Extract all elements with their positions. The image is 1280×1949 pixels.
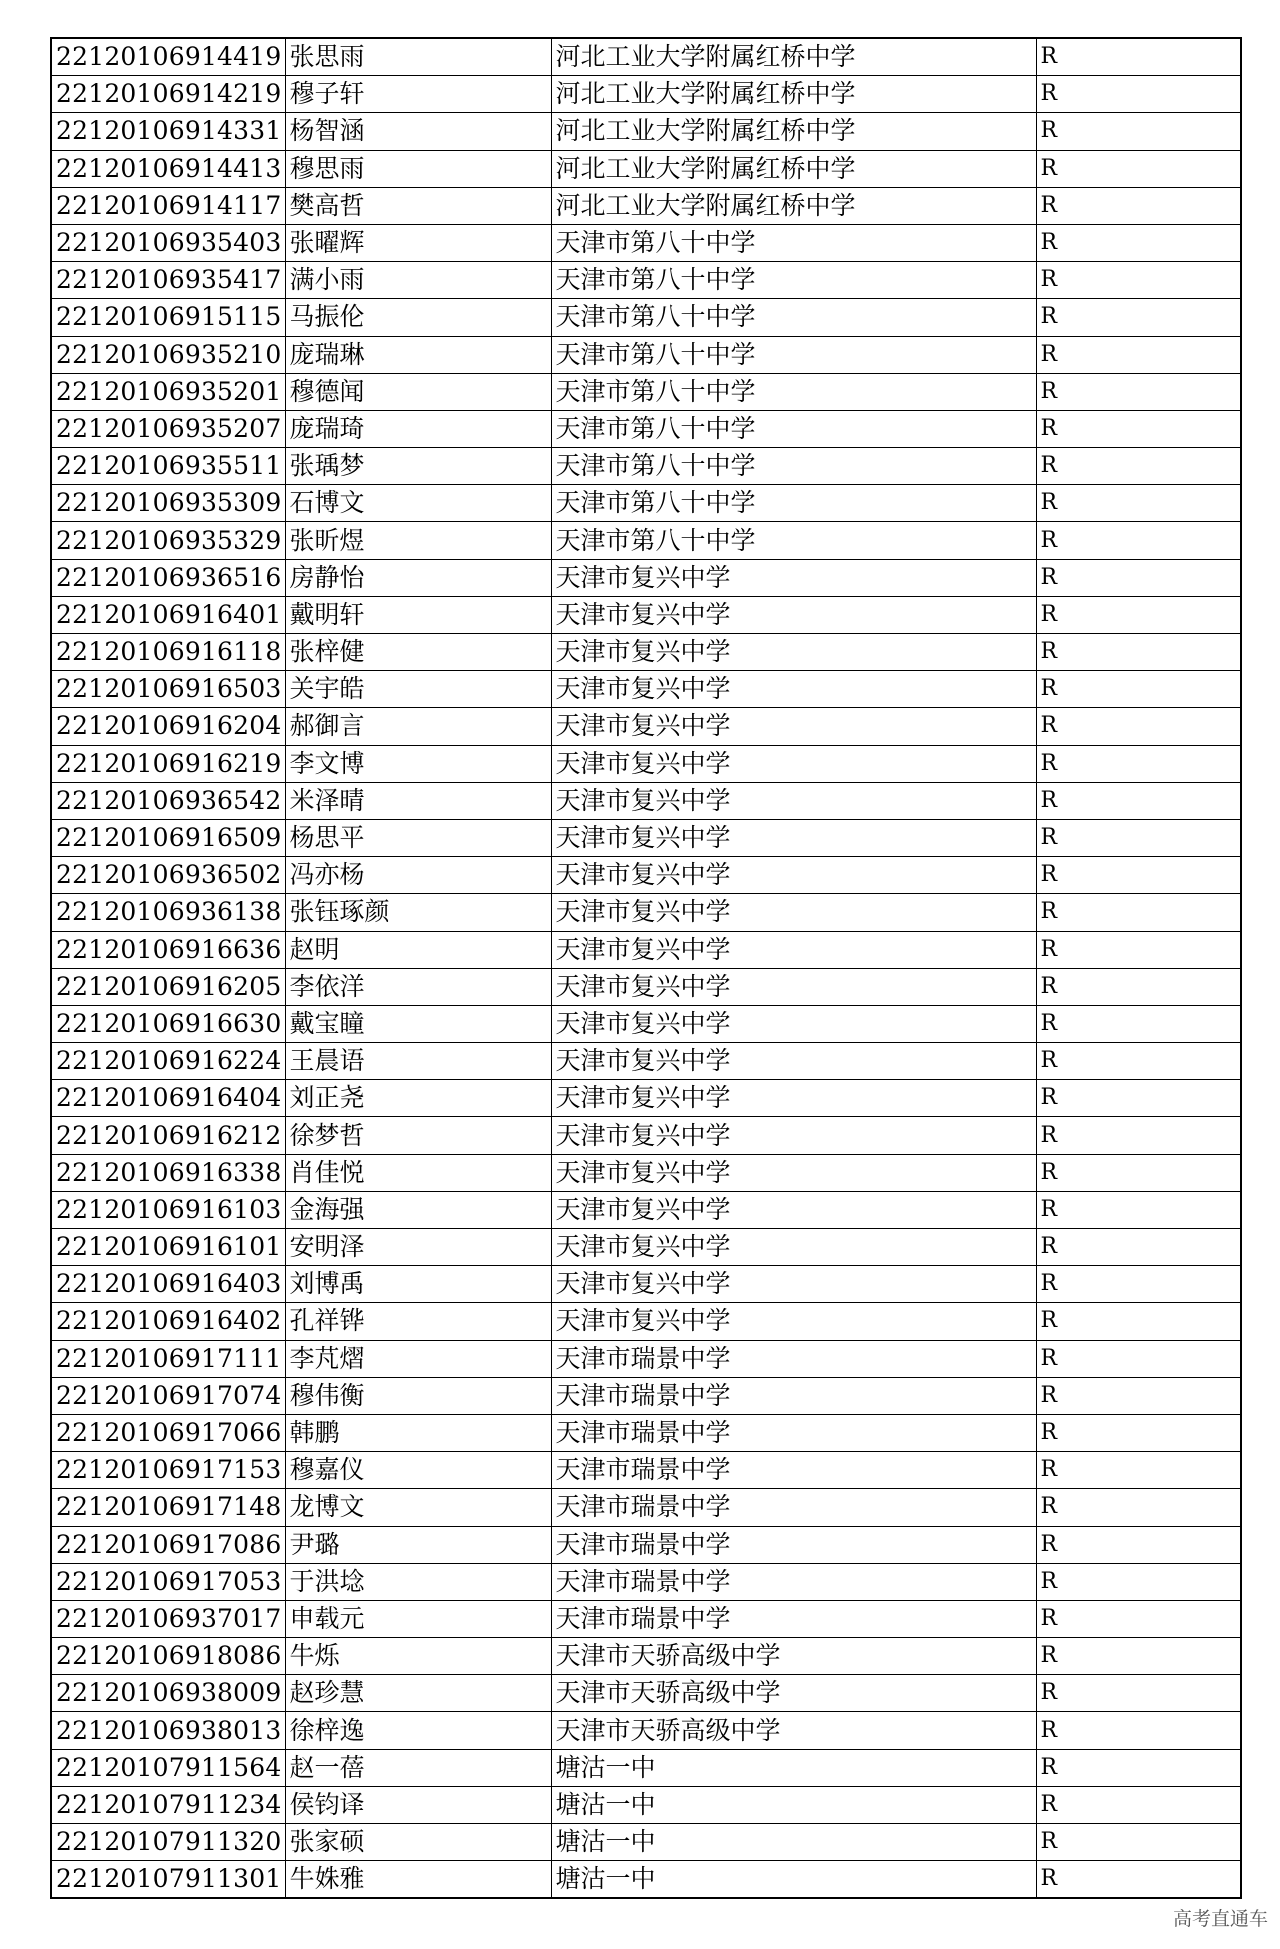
school-name-cell: 天津市瑞景中学	[551, 1414, 1036, 1451]
category-cell: R	[1036, 522, 1241, 559]
exam-number-cell: 22120107911301	[51, 1861, 285, 1899]
exam-number-cell: 22120106916103	[51, 1191, 285, 1228]
category-cell: R	[1036, 1489, 1241, 1526]
category-cell: R	[1036, 1340, 1241, 1377]
table-row	[51, 819, 1241, 856]
student-name-cell: 李依洋	[285, 968, 551, 1005]
table-row	[51, 485, 1241, 522]
school-name-cell: 塘沽一中	[551, 1786, 1036, 1823]
category-cell: R	[1036, 1452, 1241, 1489]
student-name-cell: 张梓健	[285, 634, 551, 671]
school-name-cell: 天津市复兴中学	[551, 745, 1036, 782]
school-name-cell: 天津市复兴中学	[551, 1080, 1036, 1117]
table-row	[51, 299, 1241, 336]
exam-number-cell: 22120106916338	[51, 1154, 285, 1191]
table-row	[51, 187, 1241, 224]
category-cell: R	[1036, 299, 1241, 336]
student-name-cell: 孔祥铧	[285, 1303, 551, 1340]
student-name-cell: 穆德闻	[285, 373, 551, 410]
school-name-cell: 天津市天骄高级中学	[551, 1638, 1036, 1675]
table-row	[51, 448, 1241, 485]
student-name-cell: 穆子轩	[285, 76, 551, 113]
student-name-cell: 樊高哲	[285, 187, 551, 224]
exam-number-cell: 22120106916101	[51, 1229, 285, 1266]
table-row	[51, 596, 1241, 633]
school-name-cell: 天津市复兴中学	[551, 596, 1036, 633]
roster-table	[50, 37, 1242, 1899]
table-row	[51, 1712, 1241, 1749]
roster-body	[51, 38, 1241, 1898]
category-cell: R	[1036, 634, 1241, 671]
table-row	[51, 1786, 1241, 1823]
student-name-cell: 韩鹏	[285, 1414, 551, 1451]
school-name-cell: 天津市第八十中学	[551, 224, 1036, 261]
student-name-cell: 李芃熠	[285, 1340, 551, 1377]
exam-number-cell: 22120106938013	[51, 1712, 285, 1749]
exam-number-cell: 22120106937017	[51, 1600, 285, 1637]
school-name-cell: 天津市瑞景中学	[551, 1563, 1036, 1600]
student-name-cell: 穆伟衡	[285, 1377, 551, 1414]
exam-number-cell: 22120106916402	[51, 1303, 285, 1340]
category-cell: R	[1036, 1117, 1241, 1154]
table-row	[51, 968, 1241, 1005]
student-name-cell: 张曜辉	[285, 224, 551, 261]
watermark-text: 高考直通车	[1172, 1908, 1268, 1930]
table-row	[51, 1526, 1241, 1563]
school-name-cell: 天津市复兴中学	[551, 819, 1036, 856]
student-name-cell: 戴宝瞳	[285, 1005, 551, 1042]
category-cell: R	[1036, 1638, 1241, 1675]
category-cell: R	[1036, 819, 1241, 856]
school-name-cell: 天津市复兴中学	[551, 1005, 1036, 1042]
student-name-cell: 穆嘉仪	[285, 1452, 551, 1489]
exam-number-cell: 22120106935329	[51, 522, 285, 559]
exam-number-cell: 22120106914219	[51, 76, 285, 113]
exam-number-cell: 22120106917148	[51, 1489, 285, 1526]
student-name-cell: 石博文	[285, 485, 551, 522]
student-name-cell: 徐梦哲	[285, 1117, 551, 1154]
table-row	[51, 1266, 1241, 1303]
table-row	[51, 522, 1241, 559]
category-cell: R	[1036, 1377, 1241, 1414]
student-name-cell: 牛姝雅	[285, 1861, 551, 1899]
student-name-cell: 刘正尧	[285, 1080, 551, 1117]
student-name-cell: 张家硕	[285, 1824, 551, 1861]
table-row	[51, 857, 1241, 894]
category-cell: R	[1036, 1712, 1241, 1749]
table-row	[51, 38, 1241, 76]
category-cell: R	[1036, 373, 1241, 410]
category-cell: R	[1036, 1005, 1241, 1042]
school-name-cell: 河北工业大学附属红桥中学	[551, 113, 1036, 150]
exam-number-cell: 22120106917074	[51, 1377, 285, 1414]
category-cell: R	[1036, 1749, 1241, 1786]
student-name-cell: 赵一蓓	[285, 1749, 551, 1786]
student-name-cell: 米泽晴	[285, 782, 551, 819]
school-name-cell: 天津市复兴中学	[551, 1154, 1036, 1191]
student-name-cell: 肖佳悦	[285, 1154, 551, 1191]
school-name-cell: 河北工业大学附属红桥中学	[551, 76, 1036, 113]
exam-number-cell: 22120106917086	[51, 1526, 285, 1563]
table-row	[51, 113, 1241, 150]
exam-number-cell: 22120106915115	[51, 299, 285, 336]
exam-number-cell: 22120106936502	[51, 857, 285, 894]
exam-number-cell: 22120106916205	[51, 968, 285, 1005]
exam-number-cell: 22120106916219	[51, 745, 285, 782]
table-row	[51, 1563, 1241, 1600]
school-name-cell: 天津市复兴中学	[551, 1043, 1036, 1080]
exam-number-cell: 22120106916630	[51, 1005, 285, 1042]
student-name-cell: 王晨语	[285, 1043, 551, 1080]
school-name-cell: 天津市第八十中学	[551, 373, 1036, 410]
table-row	[51, 1824, 1241, 1861]
school-name-cell: 天津市复兴中学	[551, 1303, 1036, 1340]
category-cell: R	[1036, 187, 1241, 224]
school-name-cell: 天津市第八十中学	[551, 485, 1036, 522]
category-cell: R	[1036, 1154, 1241, 1191]
student-name-cell: 牛烁	[285, 1638, 551, 1675]
school-name-cell: 天津市第八十中学	[551, 336, 1036, 373]
exam-number-cell: 22120106914419	[51, 38, 285, 76]
student-name-cell: 于洪埝	[285, 1563, 551, 1600]
school-name-cell: 天津市瑞景中学	[551, 1340, 1036, 1377]
exam-number-cell: 22120106916403	[51, 1266, 285, 1303]
table-row	[51, 410, 1241, 447]
category-cell: R	[1036, 150, 1241, 187]
table-row	[51, 1340, 1241, 1377]
school-name-cell: 天津市复兴中学	[551, 968, 1036, 1005]
table-row	[51, 671, 1241, 708]
exam-number-cell: 22120106938009	[51, 1675, 285, 1712]
table-row	[51, 1154, 1241, 1191]
school-name-cell: 河北工业大学附属红桥中学	[551, 150, 1036, 187]
school-name-cell: 天津市瑞景中学	[551, 1489, 1036, 1526]
school-name-cell: 天津市第八十中学	[551, 448, 1036, 485]
school-name-cell: 天津市复兴中学	[551, 1117, 1036, 1154]
exam-number-cell: 22120106935511	[51, 448, 285, 485]
table-row	[51, 1117, 1241, 1154]
table-row	[51, 634, 1241, 671]
school-name-cell: 天津市复兴中学	[551, 1229, 1036, 1266]
exam-number-cell: 22120106916401	[51, 596, 285, 633]
school-name-cell: 塘沽一中	[551, 1861, 1036, 1899]
category-cell: R	[1036, 1563, 1241, 1600]
category-cell: R	[1036, 894, 1241, 931]
table-row	[51, 1600, 1241, 1637]
student-name-cell: 赵珍慧	[285, 1675, 551, 1712]
exam-number-cell: 22120106914331	[51, 113, 285, 150]
category-cell: R	[1036, 1414, 1241, 1451]
category-cell: R	[1036, 224, 1241, 261]
school-name-cell: 天津市复兴中学	[551, 1191, 1036, 1228]
table-row	[51, 782, 1241, 819]
category-cell: R	[1036, 1303, 1241, 1340]
student-name-cell: 张思雨	[285, 38, 551, 76]
student-name-cell: 龙博文	[285, 1489, 551, 1526]
school-name-cell: 天津市第八十中学	[551, 522, 1036, 559]
exam-number-cell: 22120106935309	[51, 485, 285, 522]
exam-number-cell: 22120106914413	[51, 150, 285, 187]
exam-number-cell: 22120106916118	[51, 634, 285, 671]
exam-number-cell: 22120106935403	[51, 224, 285, 261]
student-name-cell: 郝御言	[285, 708, 551, 745]
exam-number-cell: 22120106916204	[51, 708, 285, 745]
category-cell: R	[1036, 113, 1241, 150]
category-cell: R	[1036, 1229, 1241, 1266]
table-row	[51, 708, 1241, 745]
exam-number-cell: 22120106916503	[51, 671, 285, 708]
category-cell: R	[1036, 857, 1241, 894]
student-name-cell: 赵明	[285, 931, 551, 968]
student-name-cell: 庞瑞琳	[285, 336, 551, 373]
student-name-cell: 申载元	[285, 1600, 551, 1637]
category-cell: R	[1036, 559, 1241, 596]
table-row	[51, 262, 1241, 299]
student-name-cell: 关宇皓	[285, 671, 551, 708]
exam-number-cell: 22120106935210	[51, 336, 285, 373]
school-name-cell: 天津市瑞景中学	[551, 1526, 1036, 1563]
exam-number-cell: 22120106935207	[51, 410, 285, 447]
exam-number-cell: 22120106916212	[51, 1117, 285, 1154]
category-cell: R	[1036, 745, 1241, 782]
student-name-cell: 穆思雨	[285, 150, 551, 187]
table-row	[51, 1675, 1241, 1712]
table-row	[51, 894, 1241, 931]
student-name-cell: 徐梓逸	[285, 1712, 551, 1749]
exam-number-cell: 22120107911564	[51, 1749, 285, 1786]
table-row	[51, 1005, 1241, 1042]
student-name-cell: 杨智涵	[285, 113, 551, 150]
table-row	[51, 1749, 1241, 1786]
school-name-cell: 天津市天骄高级中学	[551, 1675, 1036, 1712]
student-name-cell: 房静怡	[285, 559, 551, 596]
exam-number-cell: 22120106916404	[51, 1080, 285, 1117]
category-cell: R	[1036, 596, 1241, 633]
category-cell: R	[1036, 1786, 1241, 1823]
exam-number-cell: 22120106916509	[51, 819, 285, 856]
table-row	[51, 745, 1241, 782]
category-cell: R	[1036, 1191, 1241, 1228]
category-cell: R	[1036, 38, 1241, 76]
category-cell: R	[1036, 782, 1241, 819]
school-name-cell: 河北工业大学附属红桥中学	[551, 187, 1036, 224]
student-name-cell: 张昕煜	[285, 522, 551, 559]
school-name-cell: 天津市瑞景中学	[551, 1452, 1036, 1489]
exam-number-cell: 22120106917066	[51, 1414, 285, 1451]
exam-number-cell: 22120106916224	[51, 1043, 285, 1080]
exam-number-cell: 22120106936542	[51, 782, 285, 819]
table-row	[51, 1229, 1241, 1266]
school-name-cell: 天津市复兴中学	[551, 559, 1036, 596]
student-name-cell: 刘博禹	[285, 1266, 551, 1303]
school-name-cell: 天津市复兴中学	[551, 1266, 1036, 1303]
table-row	[51, 336, 1241, 373]
category-cell: R	[1036, 708, 1241, 745]
student-name-cell: 冯亦杨	[285, 857, 551, 894]
student-name-cell: 张瑀梦	[285, 448, 551, 485]
student-name-cell: 尹璐	[285, 1526, 551, 1563]
table-row	[51, 1489, 1241, 1526]
school-name-cell: 天津市天骄高级中学	[551, 1712, 1036, 1749]
exam-number-cell: 22120106936138	[51, 894, 285, 931]
table-row	[51, 931, 1241, 968]
school-name-cell: 天津市复兴中学	[551, 857, 1036, 894]
school-name-cell: 塘沽一中	[551, 1749, 1036, 1786]
category-cell: R	[1036, 410, 1241, 447]
category-cell: R	[1036, 448, 1241, 485]
exam-number-cell: 22120106917053	[51, 1563, 285, 1600]
exam-number-cell: 22120107911320	[51, 1824, 285, 1861]
table-row	[51, 1414, 1241, 1451]
student-name-cell: 安明泽	[285, 1229, 551, 1266]
exam-number-cell: 22120106918086	[51, 1638, 285, 1675]
category-cell: R	[1036, 1675, 1241, 1712]
category-cell: R	[1036, 485, 1241, 522]
student-name-cell: 满小雨	[285, 262, 551, 299]
category-cell: R	[1036, 968, 1241, 1005]
category-cell: R	[1036, 671, 1241, 708]
category-cell: R	[1036, 1266, 1241, 1303]
exam-number-cell: 22120106936516	[51, 559, 285, 596]
category-cell: R	[1036, 262, 1241, 299]
table-row	[51, 1452, 1241, 1489]
exam-number-cell: 22120106935201	[51, 373, 285, 410]
category-cell: R	[1036, 1600, 1241, 1637]
school-name-cell: 天津市瑞景中学	[551, 1600, 1036, 1637]
exam-number-cell: 22120106917111	[51, 1340, 285, 1377]
exam-number-cell: 22120106917153	[51, 1452, 285, 1489]
school-name-cell: 天津市复兴中学	[551, 708, 1036, 745]
student-name-cell: 侯钧译	[285, 1786, 551, 1823]
category-cell: R	[1036, 1824, 1241, 1861]
student-name-cell: 马振伦	[285, 299, 551, 336]
table-row	[51, 76, 1241, 113]
student-name-cell: 庞瑞琦	[285, 410, 551, 447]
category-cell: R	[1036, 1526, 1241, 1563]
school-name-cell: 天津市复兴中学	[551, 931, 1036, 968]
category-cell: R	[1036, 1043, 1241, 1080]
category-cell: R	[1036, 336, 1241, 373]
school-name-cell: 天津市第八十中学	[551, 299, 1036, 336]
table-row	[51, 1043, 1241, 1080]
school-name-cell: 天津市瑞景中学	[551, 1377, 1036, 1414]
school-name-cell: 天津市复兴中学	[551, 894, 1036, 931]
category-cell: R	[1036, 1861, 1241, 1899]
table-row	[51, 1191, 1241, 1228]
table-row	[51, 373, 1241, 410]
student-name-cell: 戴明轩	[285, 596, 551, 633]
school-name-cell: 塘沽一中	[551, 1824, 1036, 1861]
student-name-cell: 金海强	[285, 1191, 551, 1228]
exam-number-cell: 22120106916636	[51, 931, 285, 968]
table-row	[51, 224, 1241, 261]
table-row	[51, 1861, 1241, 1899]
category-cell: R	[1036, 1080, 1241, 1117]
category-cell: R	[1036, 76, 1241, 113]
exam-number-cell: 22120106914117	[51, 187, 285, 224]
category-cell: R	[1036, 931, 1241, 968]
student-name-cell: 张钰琢颜	[285, 894, 551, 931]
school-name-cell: 天津市第八十中学	[551, 410, 1036, 447]
table-row	[51, 1638, 1241, 1675]
student-name-cell: 李文博	[285, 745, 551, 782]
table-row	[51, 150, 1241, 187]
school-name-cell: 天津市第八十中学	[551, 262, 1036, 299]
table-row	[51, 559, 1241, 596]
school-name-cell: 天津市复兴中学	[551, 634, 1036, 671]
exam-number-cell: 22120107911234	[51, 1786, 285, 1823]
table-row	[51, 1080, 1241, 1117]
exam-number-cell: 22120106935417	[51, 262, 285, 299]
school-name-cell: 河北工业大学附属红桥中学	[551, 38, 1036, 76]
school-name-cell: 天津市复兴中学	[551, 671, 1036, 708]
table-row	[51, 1303, 1241, 1340]
table-row	[51, 1377, 1241, 1414]
school-name-cell: 天津市复兴中学	[551, 782, 1036, 819]
student-name-cell: 杨思平	[285, 819, 551, 856]
